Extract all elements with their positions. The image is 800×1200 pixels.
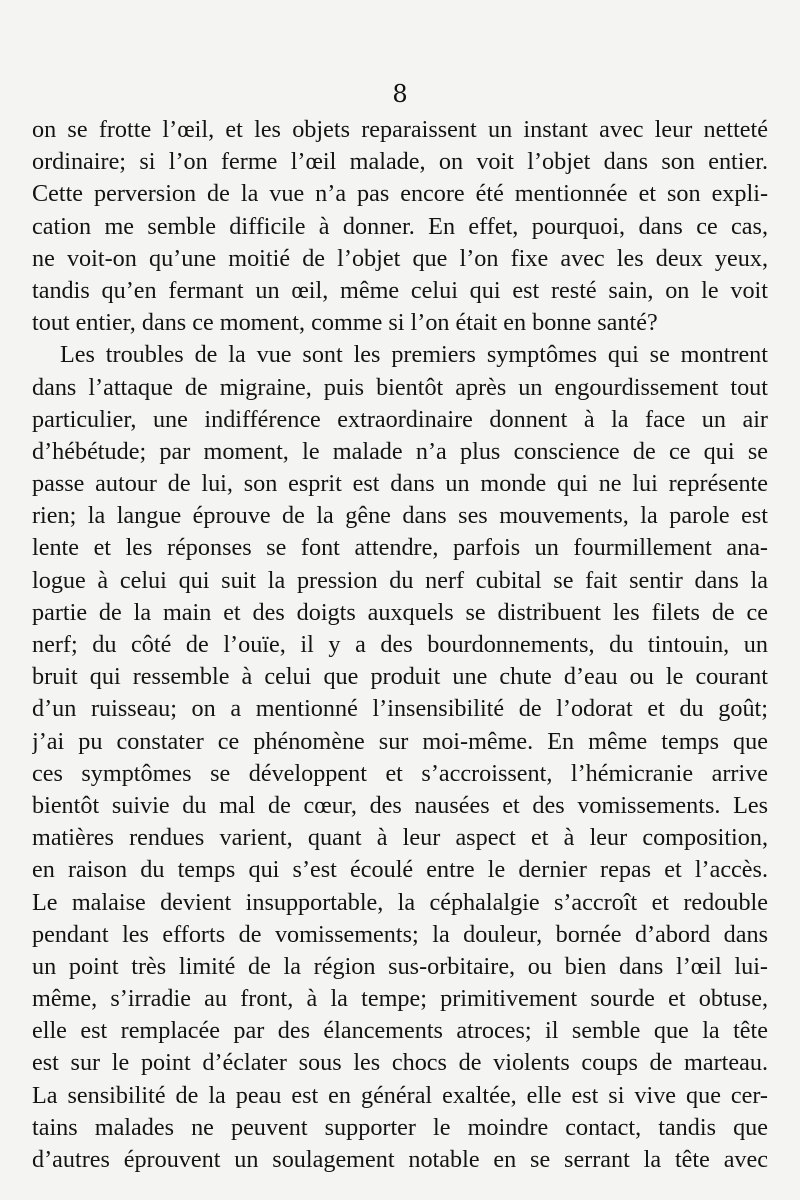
text-line: partie de la main et des doigts auxquels se distribuent les filets de ce	[32, 598, 768, 626]
text-line: en raison du temps qui s’est écoulé entre le dernier repas et l’accès.	[32, 856, 768, 884]
text-line: ordinaire; si l’on ferme l’œil malade, on voit l’objet dans son entier.	[32, 148, 768, 176]
paragraph-end-line: tout entier, dans ce moment, comme si l’on était en bonne santé?	[32, 309, 658, 337]
text-line: est sur le point d’éclater sous les chocs de violents coups de marteau.	[32, 1049, 768, 1077]
text-line: logue à celui qui suit la pression du nerf cubital se fait sentir dans la	[32, 566, 768, 594]
text-line: même, s’irradie au front, à la tempe; primitivement sourde et obtuse,	[32, 985, 768, 1013]
page-number: 8	[392, 80, 408, 108]
text-line: tains malades ne peuvent supporter le moindre contact, tandis que	[32, 1113, 768, 1141]
text-line: Cette perversion de la vue n’a pas encore été mentionnée et son expli-	[32, 180, 768, 208]
text-line: lente et les réponses se font attendre, parfois un fourmillement ana-	[32, 534, 768, 562]
text-line: ne voit-on qu’une moitié de l’objet que l’on fixe avec les deux yeux,	[32, 244, 768, 272]
text-line: dans l’attaque de migraine, puis bientôt après un engourdissement tout	[32, 373, 768, 401]
paragraph-start-line: Les troubles de la vue sont les premiers symptômes qui se montrent	[60, 341, 768, 369]
text-line: rien; la langue éprouve de la gêne dans ses mouvements, la parole est	[32, 502, 768, 530]
text-line: bientôt suivie du mal de cœur, des nausées et des vomissements. Les	[32, 791, 768, 819]
text-line: on se frotte l’œil, et les objets reparaissent un instant avec leur netteté	[32, 116, 768, 143]
text-line: nerf; du côté de l’ouïe, il y a des bourdonnements, du tintouin, un	[32, 631, 768, 658]
text-line: d’hébétude; par moment, le malade n’a plus conscience de ce qui se	[32, 437, 768, 465]
text-line: passe autour de lui, son esprit est dans un monde qui ne lui représente	[32, 470, 768, 498]
text-line: d’un ruisseau; on a mentionné l’insensibilité de l’odorat et du goût;	[32, 695, 768, 723]
text-line: particulier, une indifférence extraordinaire donnent à la face un air	[32, 405, 768, 433]
text-line: tandis qu’en fermant un œil, même celui qui est resté sain, on le voit	[32, 276, 768, 304]
text-line: j’ai pu constater ce phénomène sur moi-même. En même temps que	[32, 727, 768, 755]
text-line: ces symptômes se développent et s’accroissent, l’hémicranie arrive	[32, 759, 768, 787]
text-line: La sensibilité de la peau est en général exaltée, elle est si vive que cer-	[32, 1081, 768, 1109]
text-line: un point très limité de la région sus-orbitaire, ou bien dans l’œil lui-	[32, 952, 768, 980]
body-text	[32, 114, 768, 1176]
text-line: pendant les efforts de vomissements; la douleur, bornée d’abord dans	[32, 920, 768, 948]
text-line: bruit qui ressemble à celui que produit une chute d’eau ou le courant	[32, 663, 768, 691]
text-line: cation me semble difficile à donner. En effet, pourquoi, dans ce cas,	[32, 212, 768, 240]
text-line: Le malaise devient insupportable, la céphalalgie s’accroît et redouble	[32, 888, 768, 916]
text-line: matières rendues varient, quant à leur aspect et à leur composition,	[32, 824, 768, 852]
text-line: d’autres éprouvent un soulagement notable en se serrant la tête avec	[32, 1146, 768, 1173]
text-line: elle est remplacée par des élancements atroces; il semble que la tête	[32, 1017, 768, 1045]
